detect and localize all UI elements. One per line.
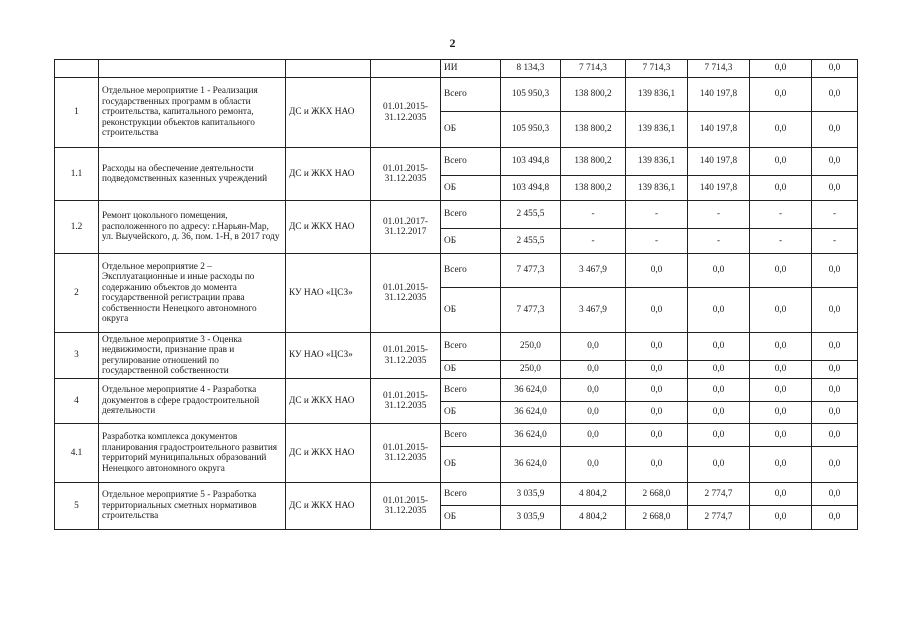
value-cell: 139 836,1	[626, 112, 688, 148]
name-cell	[99, 60, 286, 78]
number-cell: 3	[55, 333, 99, 379]
executor-cell: ДС и ЖКХ НАО	[286, 201, 371, 254]
value-cell: -	[750, 229, 812, 254]
number-cell: 2	[55, 254, 99, 333]
table-row	[55, 333, 858, 361]
value-cell: 0,0	[812, 254, 858, 288]
program-table	[54, 59, 858, 530]
value-cell: 250,0	[501, 333, 561, 361]
name-cell: Расходы на обеспечение деятельности подведомственных казенных учреждений	[99, 148, 286, 201]
executor-cell: ДС и ЖКХ НАО	[286, 379, 371, 424]
value-cell: 140 197,8	[688, 78, 750, 112]
value-cell: 36 624,0	[501, 424, 561, 447]
funding-source-cell: Всего	[441, 148, 501, 176]
value-cell: 0,0	[750, 506, 812, 530]
page-number: 2	[449, 36, 456, 50]
value-cell: 0,0	[750, 379, 812, 402]
name-cell: Отдельное мероприятие 4 - Разработка документов в сфере градостроительной деятельности	[99, 379, 286, 424]
funding-source-cell: Всего	[441, 333, 501, 361]
value-cell: 36 624,0	[501, 379, 561, 402]
value-cell: 0,0	[750, 483, 812, 506]
period-cell: 01.01.2015- 31.12.2035	[371, 254, 441, 333]
value-cell: 2 668,0	[626, 506, 688, 530]
funding-source-cell: Всего	[441, 424, 501, 447]
period-cell: 01.01.2015- 31.12.2035	[371, 333, 441, 379]
executor-cell: ДС и ЖКХ НАО	[286, 148, 371, 201]
value-cell: 3 035,9	[501, 506, 561, 530]
value-cell: 2 774,7	[688, 506, 750, 530]
value-cell: 0,0	[688, 424, 750, 447]
value-cell: 0,0	[561, 424, 626, 447]
funding-source-cell: ОБ	[441, 447, 501, 483]
value-cell: 139 836,1	[626, 78, 688, 112]
executor-cell: ДС и ЖКХ НАО	[286, 424, 371, 483]
funding-source-cell: ОБ	[441, 288, 501, 333]
value-cell: 0,0	[626, 447, 688, 483]
table-row	[55, 148, 858, 176]
number-cell: 4	[55, 379, 99, 424]
value-cell: 105 950,3	[501, 112, 561, 148]
period-cell: 01.01.2015- 31.12.2035	[371, 379, 441, 424]
value-cell: 8 134,3	[501, 60, 561, 78]
period-cell: 01.01.2015- 31.12.2035	[371, 424, 441, 483]
value-cell: 0,0	[750, 402, 812, 424]
value-cell: 0,0	[626, 333, 688, 361]
value-cell: 0,0	[688, 402, 750, 424]
value-cell: 0,0	[812, 78, 858, 112]
value-cell: 139 836,1	[626, 148, 688, 176]
value-cell: 250,0	[501, 361, 561, 379]
number-cell: 5	[55, 483, 99, 530]
name-cell: Отдельное мероприятие 2 – Эксплуатационные и иные расходы по содержанию объектов до момента государственной регистрации права собственности Ненецкого автономного округа	[99, 254, 286, 333]
funding-source-cell: ОБ	[441, 112, 501, 148]
number-cell: 1.1	[55, 148, 99, 201]
executor-cell: КУ НАО «ЦСЗ»	[286, 254, 371, 333]
value-cell: 0,0	[561, 361, 626, 379]
funding-source-cell: ОБ	[441, 506, 501, 530]
value-cell: 0,0	[750, 112, 812, 148]
value-cell: 0,0	[812, 148, 858, 176]
name-cell: Отдельное мероприятие 5 - Разработка территориальных сметных нормативов строительства	[99, 483, 286, 530]
number-cell: 1	[55, 78, 99, 148]
value-cell: 0,0	[626, 379, 688, 402]
value-cell: 140 197,8	[688, 148, 750, 176]
number-cell: 4.1	[55, 424, 99, 483]
value-cell: 0,0	[561, 447, 626, 483]
funding-source-cell: ОБ	[441, 361, 501, 379]
value-cell: 0,0	[812, 483, 858, 506]
value-cell: 7 714,3	[626, 60, 688, 78]
value-cell: 103 494,8	[501, 176, 561, 201]
value-cell: 140 197,8	[688, 176, 750, 201]
name-cell: Отдельное мероприятие 3 - Оценка недвижимости, признание прав и регулирование отношений по государственной собственности	[99, 333, 286, 379]
funding-source-cell: Всего	[441, 201, 501, 229]
number-cell	[55, 60, 99, 78]
value-cell: 0,0	[750, 447, 812, 483]
value-cell: 0,0	[812, 402, 858, 424]
table-row	[55, 254, 858, 288]
value-cell: 138 800,2	[561, 148, 626, 176]
value-cell: 0,0	[812, 424, 858, 447]
value-cell: 105 950,3	[501, 78, 561, 112]
executor-cell: КУ НАО «ЦСЗ»	[286, 333, 371, 379]
value-cell: 7 477,3	[501, 254, 561, 288]
funding-source-cell: ОБ	[441, 176, 501, 201]
funding-source-cell: Всего	[441, 254, 501, 288]
funding-source-cell: Всего	[441, 78, 501, 112]
value-cell: 0,0	[688, 288, 750, 333]
value-cell: 0,0	[626, 288, 688, 333]
value-cell: 0,0	[750, 361, 812, 379]
value-cell: 0,0	[750, 333, 812, 361]
value-cell: 0,0	[561, 402, 626, 424]
value-cell: 4 804,2	[561, 506, 626, 530]
value-cell: 0,0	[626, 402, 688, 424]
table-row	[55, 483, 858, 506]
funding-source-cell: ОБ	[441, 402, 501, 424]
value-cell: -	[688, 201, 750, 229]
funding-source-cell: ИИ	[441, 60, 501, 78]
value-cell: 138 800,2	[561, 176, 626, 201]
value-cell: 0,0	[812, 333, 858, 361]
value-cell: 0,0	[626, 254, 688, 288]
value-cell: -	[626, 229, 688, 254]
period-cell: 01.01.2015- 31.12.2035	[371, 78, 441, 148]
value-cell: 2 668,0	[626, 483, 688, 506]
period-cell: 01.01.2017- 31.12.2017	[371, 201, 441, 254]
value-cell: 3 035,9	[501, 483, 561, 506]
value-cell: 7 477,3	[501, 288, 561, 333]
number-cell: 1.2	[55, 201, 99, 254]
value-cell: 2 774,7	[688, 483, 750, 506]
table-body	[55, 60, 858, 530]
value-cell: 0,0	[688, 333, 750, 361]
value-cell: 0,0	[626, 424, 688, 447]
funding-source-cell: ОБ	[441, 229, 501, 254]
value-cell: 103 494,8	[501, 148, 561, 176]
name-cell: Отдельное мероприятие 1 - Реализация государственных программ в области строительства, капитального ремонта, реконструкции объектов капитального строительства	[99, 78, 286, 148]
value-cell: -	[750, 201, 812, 229]
value-cell: 0,0	[812, 379, 858, 402]
value-cell: 0,0	[750, 78, 812, 112]
value-cell: 7 714,3	[561, 60, 626, 78]
value-cell: 0,0	[812, 288, 858, 333]
value-cell: 0,0	[812, 60, 858, 78]
value-cell: -	[812, 201, 858, 229]
value-cell: 7 714,3	[688, 60, 750, 78]
value-cell: 0,0	[812, 112, 858, 148]
value-cell: -	[688, 229, 750, 254]
period-cell: 01.01.2015- 31.12.2035	[371, 148, 441, 201]
table-row	[55, 379, 858, 402]
executor-cell	[286, 60, 371, 78]
value-cell: 3 467,9	[561, 288, 626, 333]
value-cell: 2 455,5	[501, 201, 561, 229]
table-row	[55, 424, 858, 447]
value-cell: 140 197,8	[688, 112, 750, 148]
value-cell: 0,0	[812, 176, 858, 201]
value-cell: 0,0	[812, 506, 858, 530]
value-cell: 138 800,2	[561, 78, 626, 112]
value-cell: 0,0	[688, 379, 750, 402]
value-cell: 0,0	[688, 254, 750, 288]
value-cell: 0,0	[626, 361, 688, 379]
value-cell: 36 624,0	[501, 447, 561, 483]
table-row	[55, 201, 858, 229]
value-cell: 0,0	[561, 379, 626, 402]
value-cell: 0,0	[750, 148, 812, 176]
funding-source-cell: Всего	[441, 483, 501, 506]
value-cell: 36 624,0	[501, 402, 561, 424]
value-cell: -	[561, 201, 626, 229]
table-row	[55, 78, 858, 112]
value-cell: 0,0	[561, 333, 626, 361]
value-cell: 4 804,2	[561, 483, 626, 506]
value-cell: -	[812, 229, 858, 254]
value-cell: 2 455,5	[501, 229, 561, 254]
value-cell: 0,0	[812, 447, 858, 483]
value-cell: 3 467,9	[561, 254, 626, 288]
value-cell: 138 800,2	[561, 112, 626, 148]
value-cell: -	[561, 229, 626, 254]
name-cell: Разработка комплекса документов планирования градостроительного развития территорий муниципальных образований Ненецкого автономного округа	[99, 424, 286, 483]
value-cell: 0,0	[688, 361, 750, 379]
value-cell: 0,0	[750, 60, 812, 78]
period-cell	[371, 60, 441, 78]
value-cell: 0,0	[812, 361, 858, 379]
funding-source-cell: Всего	[441, 379, 501, 402]
executor-cell: ДС и ЖКХ НАО	[286, 78, 371, 148]
value-cell: 0,0	[688, 447, 750, 483]
value-cell: -	[626, 201, 688, 229]
value-cell: 0,0	[750, 254, 812, 288]
name-cell: Ремонт цокольного помещения, расположенного по адресу: г.Нарьян-Мар, ул. Выучейского, д. 36, пом. 1-Н, в 2017 году	[99, 201, 286, 254]
value-cell: 0,0	[750, 288, 812, 333]
value-cell: 139 836,1	[626, 176, 688, 201]
table-row	[55, 60, 858, 78]
executor-cell: ДС и ЖКХ НАО	[286, 483, 371, 530]
value-cell: 0,0	[750, 424, 812, 447]
period-cell: 01.01.2015- 31.12.2035	[371, 483, 441, 530]
value-cell: 0,0	[750, 176, 812, 201]
